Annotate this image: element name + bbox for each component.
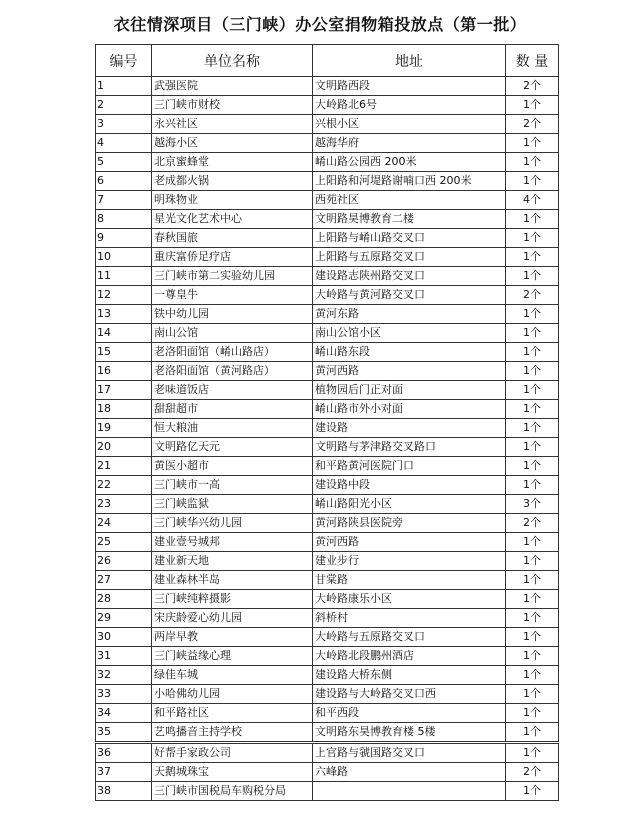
row-unit-name: 一尊皇牛: [152, 286, 313, 305]
row-number: 35: [96, 723, 152, 743]
row-address: 文明路西段: [313, 77, 506, 96]
document-title: 衣往情深项目（三门峡）办公室捐物箱投放点（第一批）: [113, 15, 527, 34]
row-quantity: 1个: [506, 229, 559, 248]
row-quantity: 1个: [506, 704, 559, 723]
row-address: 大岭路北6号: [313, 96, 506, 115]
row-unit-name: 老洛阳面馆（崤山路店）: [152, 343, 313, 362]
table-row: [96, 571, 559, 590]
row-address: 崤山路公园西 200米: [313, 153, 506, 172]
table-row: [96, 590, 559, 609]
row-quantity: 1个: [506, 172, 559, 191]
row-unit-name: 绿佳车城: [152, 666, 313, 685]
row-quantity: 1个: [506, 381, 559, 400]
row-address: 大岭路与黄河路交叉口: [313, 286, 506, 305]
row-quantity: 1个: [506, 210, 559, 229]
row-address: 建设路大桥东侧: [313, 666, 506, 685]
table-row: [96, 305, 559, 324]
row-number: 2: [96, 96, 152, 115]
row-number: 33: [96, 685, 152, 704]
row-address: 建设路志陕州路交叉口: [313, 267, 506, 286]
row-unit-name: 天鹅城珠宝: [152, 763, 313, 782]
row-number: 7: [96, 191, 152, 210]
table-row: [96, 647, 559, 666]
row-unit-name: 越海小区: [152, 134, 313, 153]
table-row: [96, 286, 559, 305]
table-row: [96, 153, 559, 172]
row-number: 24: [96, 514, 152, 533]
row-address: 上阳路与崤山路交叉口: [313, 229, 506, 248]
table-row: [96, 628, 559, 647]
row-unit-name: 老洛阳面馆（黄河路店）: [152, 362, 313, 381]
row-quantity: 2个: [506, 286, 559, 305]
table-row: [96, 400, 559, 419]
row-quantity: 1个: [506, 552, 559, 571]
header-no: 编号: [96, 45, 152, 77]
table-row: [96, 210, 559, 229]
row-address: 甘棠路: [313, 571, 506, 590]
row-number: 28: [96, 590, 152, 609]
row-unit-name: 三门峡纯粹摄影: [152, 590, 313, 609]
row-number: 14: [96, 324, 152, 343]
row-quantity: 1个: [506, 457, 559, 476]
row-unit-name: 三门峡华兴幼儿园: [152, 514, 313, 533]
row-quantity: 1个: [506, 96, 559, 115]
table-body: [96, 77, 559, 801]
row-address: 上阳路和河堤路谢喃口西 200米: [313, 172, 506, 191]
row-number: 12: [96, 286, 152, 305]
row-quantity: 2个: [506, 115, 559, 134]
row-unit-name: 小哈佛幼儿园: [152, 685, 313, 704]
row-unit-name: 铁中幼儿园: [152, 305, 313, 324]
table-row: [96, 96, 559, 115]
row-quantity: 1个: [506, 476, 559, 495]
row-unit-name: 武强医院: [152, 77, 313, 96]
table-row: [96, 763, 559, 782]
drop-point-table: [95, 44, 559, 801]
row-number: 20: [96, 438, 152, 457]
row-quantity: 1个: [506, 533, 559, 552]
row-address: 和平路黄河医院门口: [313, 457, 506, 476]
table-row: [96, 362, 559, 381]
table-row: [96, 343, 559, 362]
row-address: 越海华府: [313, 134, 506, 153]
row-quantity: 2个: [506, 77, 559, 96]
row-unit-name: 两岸早教: [152, 628, 313, 647]
row-number: 38: [96, 782, 152, 801]
row-address: 大岭路北段鹏州酒店: [313, 647, 506, 666]
row-address: 西苑社区: [313, 191, 506, 210]
row-number: 32: [96, 666, 152, 685]
row-unit-name: 三门峡市第二实验幼儿园: [152, 267, 313, 286]
row-address: 建业步行: [313, 552, 506, 571]
row-unit-name: 艺鸣播音主持学校: [152, 723, 313, 743]
row-quantity: 1个: [506, 419, 559, 438]
row-address: 黄河西路: [313, 362, 506, 381]
row-unit-name: 三门峡监狱: [152, 495, 313, 514]
row-number: 6: [96, 172, 152, 191]
table-row: [96, 381, 559, 400]
row-number: 31: [96, 647, 152, 666]
row-number: 34: [96, 704, 152, 723]
row-number: 19: [96, 419, 152, 438]
table-row: [96, 552, 559, 571]
row-quantity: 1个: [506, 782, 559, 801]
row-number: 13: [96, 305, 152, 324]
row-number: 37: [96, 763, 152, 782]
table-row: [96, 438, 559, 457]
row-unit-name: 南山公馆: [152, 324, 313, 343]
row-address: 文明路昊博教育二楼: [313, 210, 506, 229]
row-unit-name: 三门峡市国税局车购税分局: [152, 782, 313, 801]
header-name: 单位名称: [152, 45, 313, 77]
row-number: 3: [96, 115, 152, 134]
row-quantity: 1个: [506, 343, 559, 362]
table-row: [96, 172, 559, 191]
table-row: [96, 533, 559, 552]
table-row: [96, 115, 559, 134]
row-address: 崤山路东段: [313, 343, 506, 362]
row-number: 29: [96, 609, 152, 628]
row-address: 大岭路与五原路交叉口: [313, 628, 506, 647]
row-quantity: 2个: [506, 514, 559, 533]
row-address: 南山公馆小区: [313, 324, 506, 343]
row-address: 建设路与大岭路交叉口西: [313, 685, 506, 704]
row-address: 文明路与茅津路交叉路口: [313, 438, 506, 457]
row-unit-name: 北京蜜蜂堂: [152, 153, 313, 172]
row-address: 黄河东路: [313, 305, 506, 324]
row-number: 21: [96, 457, 152, 476]
row-number: 25: [96, 533, 152, 552]
row-address: 斜桥村: [313, 609, 506, 628]
row-quantity: 1个: [506, 362, 559, 381]
row-address: [313, 782, 506, 801]
table-row: [96, 267, 559, 286]
row-unit-name: 建业森林半岛: [152, 571, 313, 590]
row-number: 1: [96, 77, 152, 96]
row-quantity: 2个: [506, 763, 559, 782]
row-number: 26: [96, 552, 152, 571]
row-unit-name: 三门峡益缘心理: [152, 647, 313, 666]
row-address: 文明路东昊博教育楼 5楼: [313, 723, 506, 743]
header-address: 地址: [313, 45, 506, 77]
row-quantity: 1个: [506, 628, 559, 647]
table-row: [96, 782, 559, 801]
row-unit-name: 老味道饭店: [152, 381, 313, 400]
row-unit-name: 三门峡市财校: [152, 96, 313, 115]
row-address: 崤山路市外小对面: [313, 400, 506, 419]
table-row: [96, 723, 559, 743]
table-row: [96, 229, 559, 248]
row-quantity: 1个: [506, 153, 559, 172]
table-row: [96, 666, 559, 685]
table-row: [96, 248, 559, 267]
row-address: 上阳路与五原路交叉口: [313, 248, 506, 267]
row-unit-name: 三门峡市一高: [152, 476, 313, 495]
row-quantity: 1个: [506, 723, 559, 743]
table-row: [96, 457, 559, 476]
row-unit-name: 宋庆龄爱心幼儿园: [152, 609, 313, 628]
row-number: 9: [96, 229, 152, 248]
header-qty: 数 量: [506, 45, 559, 77]
row-number: 27: [96, 571, 152, 590]
row-unit-name: 星光文化艺术中心: [152, 210, 313, 229]
table-row: [96, 476, 559, 495]
row-quantity: 1个: [506, 666, 559, 685]
row-address: 和平西段: [313, 704, 506, 723]
row-quantity: 1个: [506, 134, 559, 153]
row-unit-name: 文明路亿天元: [152, 438, 313, 457]
row-unit-name: 和平路社区: [152, 704, 313, 723]
row-quantity: 1个: [506, 324, 559, 343]
row-address: 建设路中段: [313, 476, 506, 495]
row-quantity: 1个: [506, 609, 559, 628]
row-quantity: 1个: [506, 400, 559, 419]
row-quantity: 3个: [506, 495, 559, 514]
row-number: 18: [96, 400, 152, 419]
row-quantity: 1个: [506, 571, 559, 590]
row-quantity: 1个: [506, 305, 559, 324]
row-quantity: 1个: [506, 743, 559, 763]
row-quantity: 4个: [506, 191, 559, 210]
row-address: 黄河路陕县医院旁: [313, 514, 506, 533]
row-address: 崤山路阳光小区: [313, 495, 506, 514]
row-quantity: 1个: [506, 685, 559, 704]
row-quantity: 1个: [506, 647, 559, 666]
row-number: 16: [96, 362, 152, 381]
row-number: 11: [96, 267, 152, 286]
table-row: [96, 495, 559, 514]
row-unit-name: 明珠物业: [152, 191, 313, 210]
row-address: 黄河西路: [313, 533, 506, 552]
row-number: 23: [96, 495, 152, 514]
row-number: 4: [96, 134, 152, 153]
table-row: [96, 743, 559, 763]
table-row: [96, 324, 559, 343]
row-address: 六峰路: [313, 763, 506, 782]
row-unit-name: 建业新天地: [152, 552, 313, 571]
row-unit-name: 建业壹号城邦: [152, 533, 313, 552]
table-row: [96, 77, 559, 96]
row-address: 兴根小区: [313, 115, 506, 134]
row-unit-name: 恒大粮油: [152, 419, 313, 438]
row-quantity: 1个: [506, 438, 559, 457]
table-row: [96, 514, 559, 533]
row-number: 15: [96, 343, 152, 362]
row-quantity: 1个: [506, 590, 559, 609]
row-quantity: 1个: [506, 248, 559, 267]
table-header-row: [96, 45, 559, 77]
row-number: 5: [96, 153, 152, 172]
row-number: 10: [96, 248, 152, 267]
row-number: 8: [96, 210, 152, 229]
row-number: 22: [96, 476, 152, 495]
table-row: [96, 191, 559, 210]
row-address: 植物园后门正对面: [313, 381, 506, 400]
row-unit-name: 老成都火锅: [152, 172, 313, 191]
row-number: 30: [96, 628, 152, 647]
row-unit-name: 春秋国旅: [152, 229, 313, 248]
table-row: [96, 609, 559, 628]
row-address: 建设路: [313, 419, 506, 438]
row-address: 大岭路康乐小区: [313, 590, 506, 609]
row-unit-name: 黄医小超市: [152, 457, 313, 476]
row-unit-name: 好帮手家政公司: [152, 743, 313, 763]
row-unit-name: 永兴社区: [152, 115, 313, 134]
row-unit-name: 重庆富侨足疗店: [152, 248, 313, 267]
table-row: [96, 134, 559, 153]
row-address: 上官路与虢国路交叉口: [313, 743, 506, 763]
table-row: [96, 419, 559, 438]
row-quantity: 1个: [506, 267, 559, 286]
table-row: [96, 704, 559, 723]
table-row: [96, 685, 559, 704]
row-number: 17: [96, 381, 152, 400]
row-number: 36: [96, 743, 152, 763]
row-unit-name: 甜甜超市: [152, 400, 313, 419]
